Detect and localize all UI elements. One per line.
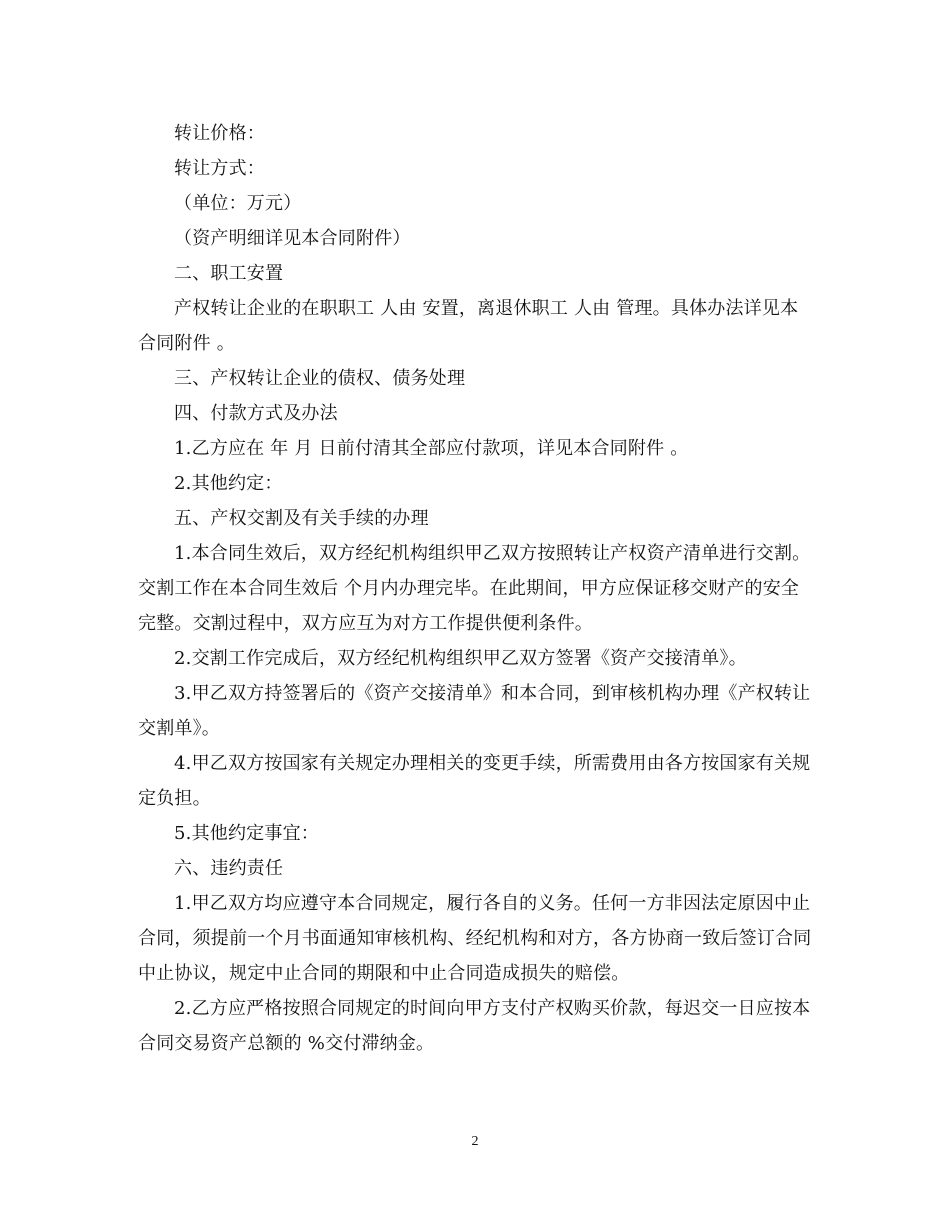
section-heading-staff: 二、职工安置 bbox=[174, 263, 284, 284]
paragraph-liability-2: 2.乙方应严格按照合同规定的时间向甲方支付产权购买价款，每迟交一日应按本合同交易资产总额的 %交付滞纳金。 bbox=[138, 998, 811, 1054]
page-number: 2 bbox=[471, 1134, 479, 1149]
paragraph-transfer-price: 转让价格： bbox=[174, 123, 265, 144]
paragraph-unit: （单位：万元） bbox=[174, 193, 302, 214]
paragraph-handover-2: 2.交割工作完成后，双方经纪机构组织甲乙双方签署《资产交接清单》。 bbox=[174, 648, 747, 669]
section-heading-debts: 三、产权转让企业的债权、债务处理 bbox=[174, 368, 466, 389]
section-heading-payment: 四、付款方式及办法 bbox=[174, 403, 338, 424]
section-heading-liability: 六、违约责任 bbox=[174, 858, 284, 879]
paragraph-handover-5: 5.其他约定事宜： bbox=[174, 823, 319, 844]
document-body bbox=[138, 116, 813, 1061]
paragraph-payment-deadline: 1.乙方应在 年 月 日前付清其全部应付款项，详见本合同附件 。 bbox=[174, 438, 689, 459]
paragraph-handover-4: 4.甲乙双方按国家有关规定办理相关的变更手续，所需费用由各方按国家有关规定负担。 bbox=[138, 753, 811, 809]
paragraph-asset-details: （资产明细详见本合同附件） bbox=[174, 228, 411, 249]
section-heading-handover: 五、产权交割及有关手续的办理 bbox=[174, 508, 429, 529]
paragraph-handover-3: 3.甲乙双方持签署后的《资产交接清单》和本合同，到审核机构办理《产权转让交割单》。 bbox=[138, 683, 811, 739]
paragraph-handover-1: 1.本合同生效后，双方经纪机构组织甲乙双方按照转让产权资产清单进行交割。交割工作在本合同生效后 个月内办理完毕。在此期间，甲方应保证移交财产的安全完整。交割过程中，双方应互为对方工作提供便利条件。 bbox=[138, 543, 811, 634]
paragraph-liability-1: 1.甲乙双方均应遵守本合同规定，履行各自的义务。任何一方非因法定原因中止合同，须提前一个月书面通知审核机构、经纪机构和对方，各方协商一致后签订合同中止协议，规定中止合同的期限和中止合同造成损失的赔偿。 bbox=[138, 893, 812, 984]
paragraph-transfer-method: 转让方式： bbox=[174, 158, 265, 179]
paragraph-staff-arrangement: 产权转让企业的在职职工 人由 安置，离退休职工 人由 管理。具体办法详见本合同附件 。 bbox=[138, 298, 799, 354]
paragraph-payment-other: 2.其他约定： bbox=[174, 473, 283, 494]
